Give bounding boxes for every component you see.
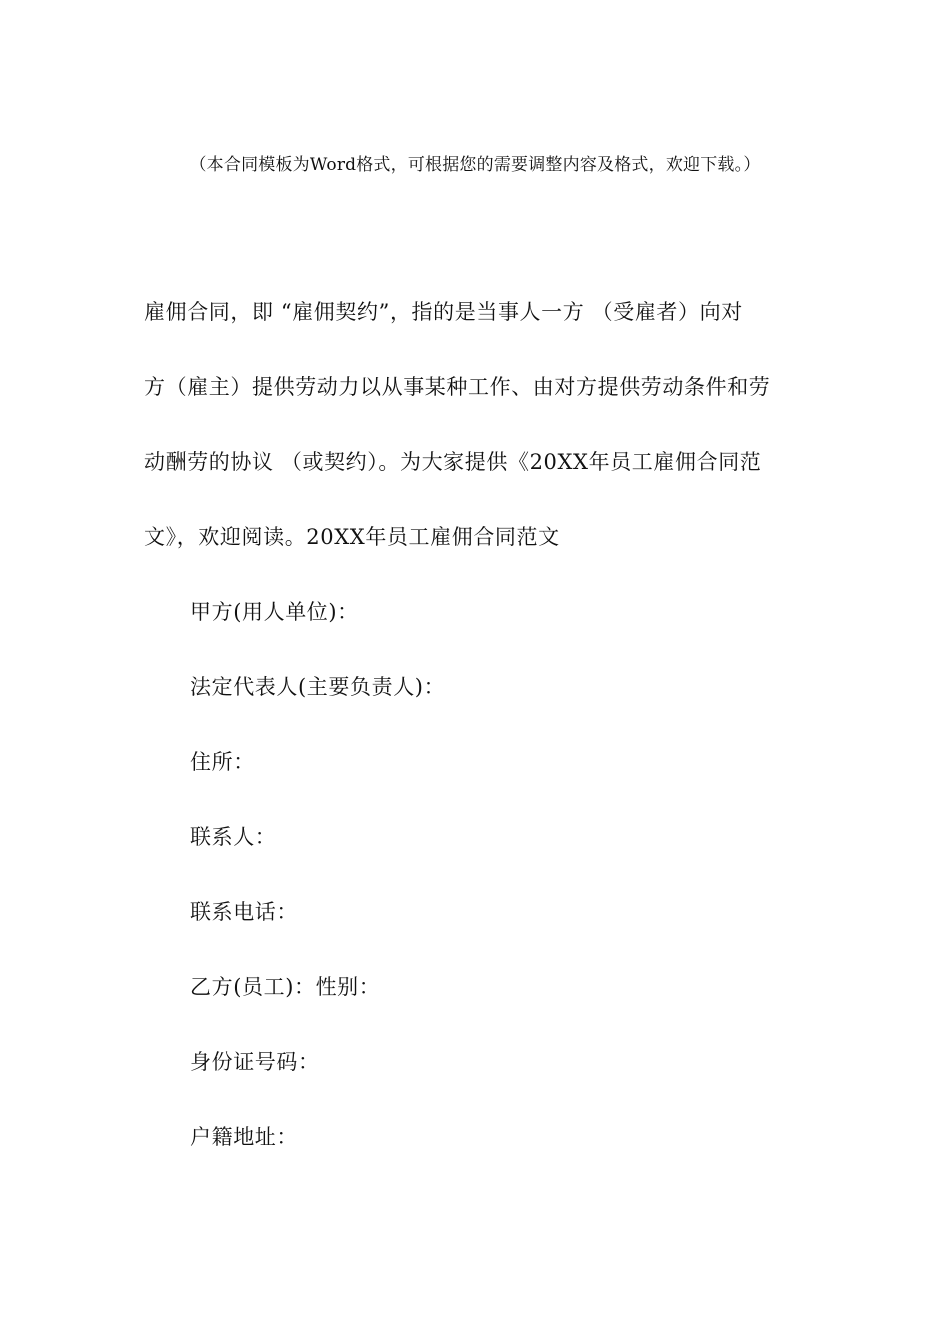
intro-line-4: 文》，欢迎阅读。20XX年员工雇佣合同范文 — [144, 525, 560, 549]
field-address: 住所： — [190, 750, 255, 774]
field-party-a: 甲方(用人单位)： — [190, 600, 359, 624]
field-id-number: 身份证号码： — [190, 1050, 320, 1074]
intro-line-1: 雇佣合同，即 “雇佣契约”，指的是当事人一方 （受雇者）向对 — [144, 300, 743, 324]
intro-line-3: 动酬劳的协议 （或契约）。为大家提供《20XX年员工雇佣合同范 — [144, 450, 762, 474]
template-note: （本合同模板为Word格式，可根据您的需要调整内容及格式，欢迎下载。） — [189, 155, 761, 175]
field-contact-person: 联系人： — [190, 825, 277, 849]
field-party-b-gender: 乙方(员工)：性别： — [190, 975, 381, 999]
field-contact-phone: 联系电话： — [190, 900, 298, 924]
intro-line-2: 方（雇主）提供劳动力以从事某种工作、由对方提供劳动条件和劳 — [144, 375, 771, 399]
field-legal-representative: 法定代表人(主要负责人)： — [190, 675, 446, 699]
field-household-address: 户籍地址： — [190, 1125, 298, 1149]
